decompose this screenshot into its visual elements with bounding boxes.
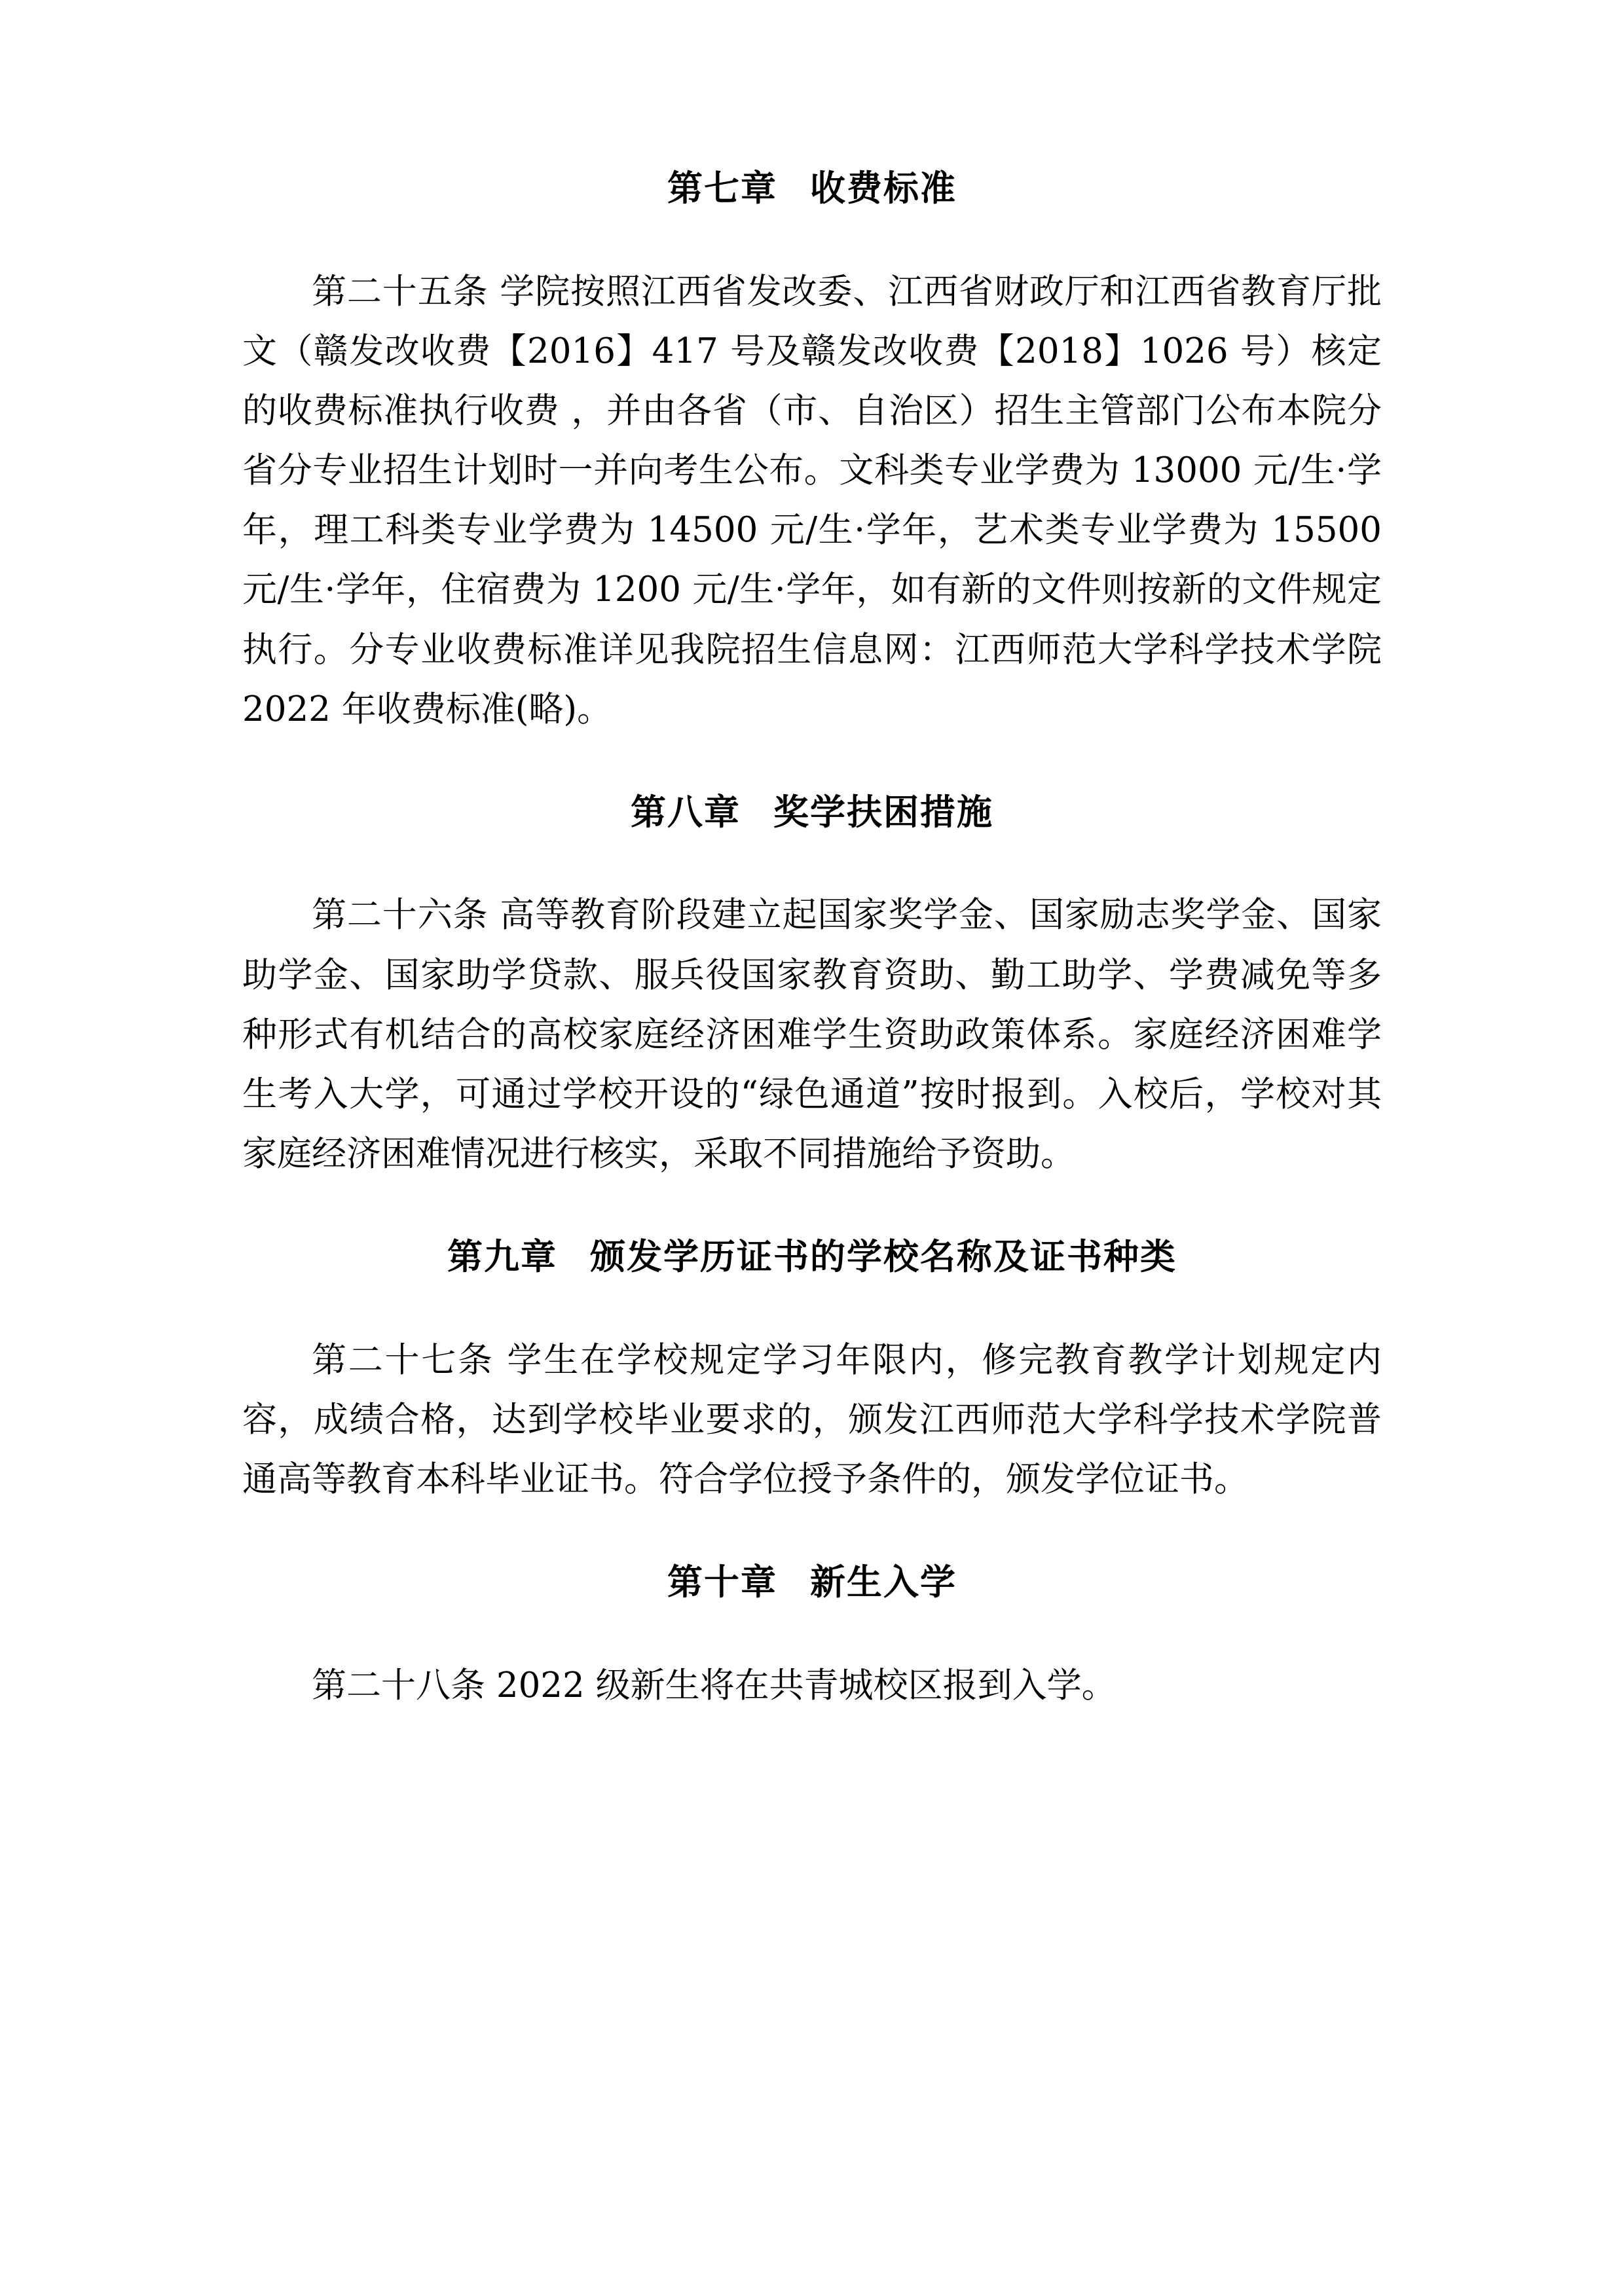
chapter-heading-7 [242, 164, 1382, 213]
spacer [242, 837, 1382, 885]
chapter-heading-7-prefix: 第七章 [667, 167, 777, 209]
chapter-heading-9-title: 颁发学历证书的学校名称及证书种类 [590, 1235, 1177, 1278]
chapter-heading-8 [242, 788, 1382, 837]
spacer [242, 1509, 1382, 1558]
article-25-paragraph: 第二十五条 学院按照江西省发改委、江西省财政厅和江西省教育厅批文（赣发改收费【2016】417 号及赣发改收费【2018】1026 号）核定的收费标准执行收费 ，并由各省（市、自治区）招生主管部门公布本院分省分专业招生计划时一并向考生公布。文科类专业学费为 13000 元/生·学年，理工科类专业学费为 14500 元/生·学年，艺术类专业学费为 15500 元/生·学年，住宿费为 1200 元/生·学年，如有新的文件则按新的文件规定执行。分专业收费标准详见我院招生信息网：江西师范大学科学技术学院 2022 年收费标准(略)。 [242, 271, 1382, 729]
spacer [242, 213, 1382, 262]
chapter-heading-10-title: 新生入学 [810, 1561, 957, 1603]
chapter-heading-10-prefix: 第十章 [667, 1561, 777, 1603]
article-26-paragraph: 第二十六条 高等教育阶段建立起国家奖学金、国家励志奖学金、国家助学金、国家助学贷款、服兵役国家教育资助、勤工助学、学费减免等多种形式有机结合的高校家庭经济困难学生资助政策体系。家庭经济困难学生考入大学，可通过学校开设的“绿色通道”按时报到。入校后，学校对其家庭经济困难情况进行核实，采取不同措施给予资助。 [242, 895, 1382, 1175]
chapter-heading-10 [242, 1558, 1382, 1607]
chapter-heading-9-prefix: 第九章 [447, 1235, 557, 1278]
chapter-heading-8-prefix: 第八章 [631, 790, 741, 833]
chapter-heading-9 [242, 1232, 1382, 1282]
spacer [242, 1184, 1382, 1232]
article-28-paragraph: 第二十八条 2022 级新生将在共青城校区报到入学。 [312, 1665, 1116, 1705]
spacer [242, 1607, 1382, 1656]
spacer [242, 1282, 1382, 1330]
chapter-heading-7-title: 收费标准 [810, 167, 957, 209]
spacer [242, 739, 1382, 788]
chapter-heading-8-title: 奖学扶困措施 [773, 790, 993, 833]
article-27-paragraph: 第二十七条 学生在学校规定学习年限内，修完教育教学计划规定内容，成绩合格，达到学校毕业要求的，颁发江西师范大学科学技术学院普通高等教育本科毕业证书。符合学位授予条件的，颁发学位证书。 [242, 1339, 1382, 1500]
